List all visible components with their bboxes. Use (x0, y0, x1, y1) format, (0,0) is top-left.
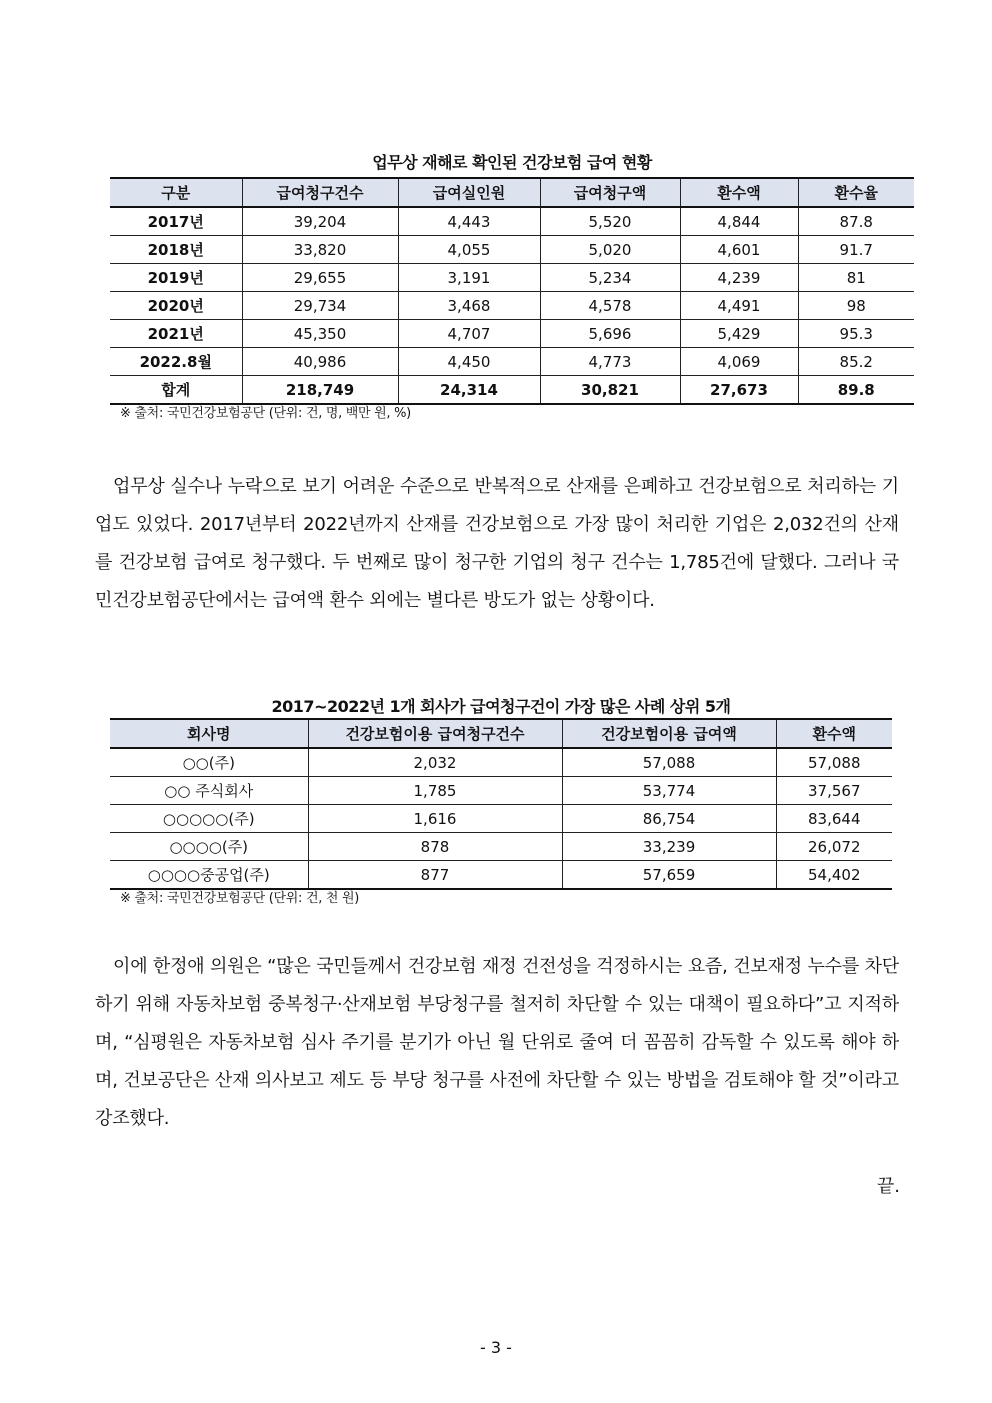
table-cell: 98 (798, 292, 914, 320)
table-row (110, 805, 892, 833)
table-cell: 1,785 (308, 777, 562, 805)
table-cell: 4,773 (540, 348, 680, 376)
table-cell: 4,443 (398, 207, 540, 236)
table-cell: 89.8 (798, 376, 914, 405)
table2-source-note: ※ 출처: 국민건강보험공단 (단위: 건, 천 원) (120, 891, 359, 906)
company-name: ○○ 주식회사 (110, 777, 308, 805)
table-cell: 29,734 (242, 292, 398, 320)
table-cell: 3,191 (398, 264, 540, 292)
table-cell: 4,239 (680, 264, 798, 292)
page-number: - 3 - (480, 1338, 512, 1357)
benefit-status-table (110, 177, 914, 405)
table-cell: 57,088 (776, 748, 892, 777)
table-cell: 54,402 (776, 861, 892, 890)
table-cell: 4,578 (540, 292, 680, 320)
table-cell: 39,204 (242, 207, 398, 236)
table-cell: 218,749 (242, 376, 398, 405)
table-cell: 45,350 (242, 320, 398, 348)
company-name: ○○○○○(주) (110, 805, 308, 833)
table2-title: 2017~2022년 1개 회사가 급여청구건이 가장 많은 사례 상위 5개 (271, 697, 731, 716)
table1-title: 업무상 재해로 확인된 건강보험 급여 현황 (372, 153, 652, 172)
table-cell: 29,655 (242, 264, 398, 292)
table-cell: 33,239 (562, 833, 776, 861)
table-cell: 24,314 (398, 376, 540, 405)
table-cell: 4,055 (398, 236, 540, 264)
table-header-row (110, 719, 892, 748)
table-cell: 878 (308, 833, 562, 861)
row-label: 합계 (110, 376, 242, 405)
table-row (110, 348, 914, 376)
table-cell: 4,844 (680, 207, 798, 236)
table-cell: 3,468 (398, 292, 540, 320)
table-cell: 85.2 (798, 348, 914, 376)
table-row (110, 833, 892, 861)
table-cell: 86,754 (562, 805, 776, 833)
table-row (110, 748, 892, 777)
end-mark: 끝. (876, 1176, 900, 1197)
row-label: 2021년 (110, 320, 242, 348)
column-header: 급여청구건수 (242, 178, 398, 207)
table-cell: 4,601 (680, 236, 798, 264)
table-cell: 83,644 (776, 805, 892, 833)
company-name: ○○○○중공업(주) (110, 861, 308, 890)
table-row (110, 292, 914, 320)
table-cell: 30,821 (540, 376, 680, 405)
column-header: 급여실인원 (398, 178, 540, 207)
table-cell: 4,707 (398, 320, 540, 348)
company-name: ○○○○(주) (110, 833, 308, 861)
table-cell: 5,020 (540, 236, 680, 264)
table1-source-note: ※ 출처: 국민건강보험공단 (단위: 건, 명, 백만 원, %) (120, 406, 411, 421)
table-row (110, 264, 914, 292)
table-cell: 5,696 (540, 320, 680, 348)
table-row (110, 861, 892, 890)
table-cell: 5,520 (540, 207, 680, 236)
column-header: 구분 (110, 178, 242, 207)
column-header: 환수액 (776, 719, 892, 748)
table-cell: 4,069 (680, 348, 798, 376)
table-cell: 95.3 (798, 320, 914, 348)
row-label: 2020년 (110, 292, 242, 320)
table-cell: 57,088 (562, 748, 776, 777)
table-cell: 53,774 (562, 777, 776, 805)
row-label: 2017년 (110, 207, 242, 236)
table-cell: 37,567 (776, 777, 892, 805)
column-header: 환수율 (798, 178, 914, 207)
table-header-row (110, 178, 914, 207)
column-header: 건강보험이용 급여청구건수 (308, 719, 562, 748)
table-cell: 1,616 (308, 805, 562, 833)
table-total-row (110, 376, 914, 405)
table-cell: 5,429 (680, 320, 798, 348)
column-header: 건강보험이용 급여액 (562, 719, 776, 748)
table-cell: 57,659 (562, 861, 776, 890)
table-row (110, 236, 914, 264)
row-label: 2022.8월 (110, 348, 242, 376)
table-row (110, 207, 914, 236)
column-header: 회사명 (110, 719, 308, 748)
table-cell: 87.8 (798, 207, 914, 236)
table-cell: 33,820 (242, 236, 398, 264)
table-cell: 2,032 (308, 748, 562, 777)
table-cell: 26,072 (776, 833, 892, 861)
body-paragraph-1 (95, 468, 899, 620)
table-cell: 81 (798, 264, 914, 292)
body-paragraph-2 (95, 948, 899, 1138)
column-header: 급여청구액 (540, 178, 680, 207)
table-cell: 4,450 (398, 348, 540, 376)
column-header: 환수액 (680, 178, 798, 207)
table-cell: 91.7 (798, 236, 914, 264)
table-cell: 27,673 (680, 376, 798, 405)
table-row (110, 320, 914, 348)
row-label: 2019년 (110, 264, 242, 292)
paragraph-text: 업무상 실수나 누락으로 보기 어려운 수준으로 반복적으로 산재를 은폐하고 건강보험으로 처리하는 기업도 있었다. 2017년부터 2022년까지 산재를 건강보험으로 가장 많이 처리한 기업은 2,032건의 산재를 건강보험 급여로 청구했다. 두 번째로 많이 청구한 기업의 청구 건수는 1,785건에 달했다. 그러나 국민건강보험공단에서는 급여액 환수 외에는 별다른 방도가 없는 상황이다. (95, 476, 899, 611)
top5-companies-table (110, 718, 892, 890)
row-label: 2018년 (110, 236, 242, 264)
paragraph-text: 이에 한정애 의원은 “많은 국민들께서 건강보험 재정 건전성을 걱정하시는 요즘, 건보재정 누수를 차단하기 위해 자동차보험 중복청구·산재보험 부당청구를 철저히 차단할 수 있는 대책이 필요하다”고 지적하며, “심평원은 자동차보험 심사 주기를 분기가 아닌 월 단위로 줄여 더 꼼꼼히 감독할 수 있도록 해야 하며, 건보공단은 산재 의사보고 제도 등 부당 청구를 사전에 차단할 수 있는 방법을 검토해야 할 것”이라고 강조했다. (95, 956, 899, 1129)
table-cell: 877 (308, 861, 562, 890)
company-name: ○○(주) (110, 748, 308, 777)
table-row (110, 777, 892, 805)
table-cell: 5,234 (540, 264, 680, 292)
table-cell: 4,491 (680, 292, 798, 320)
table-cell: 40,986 (242, 348, 398, 376)
